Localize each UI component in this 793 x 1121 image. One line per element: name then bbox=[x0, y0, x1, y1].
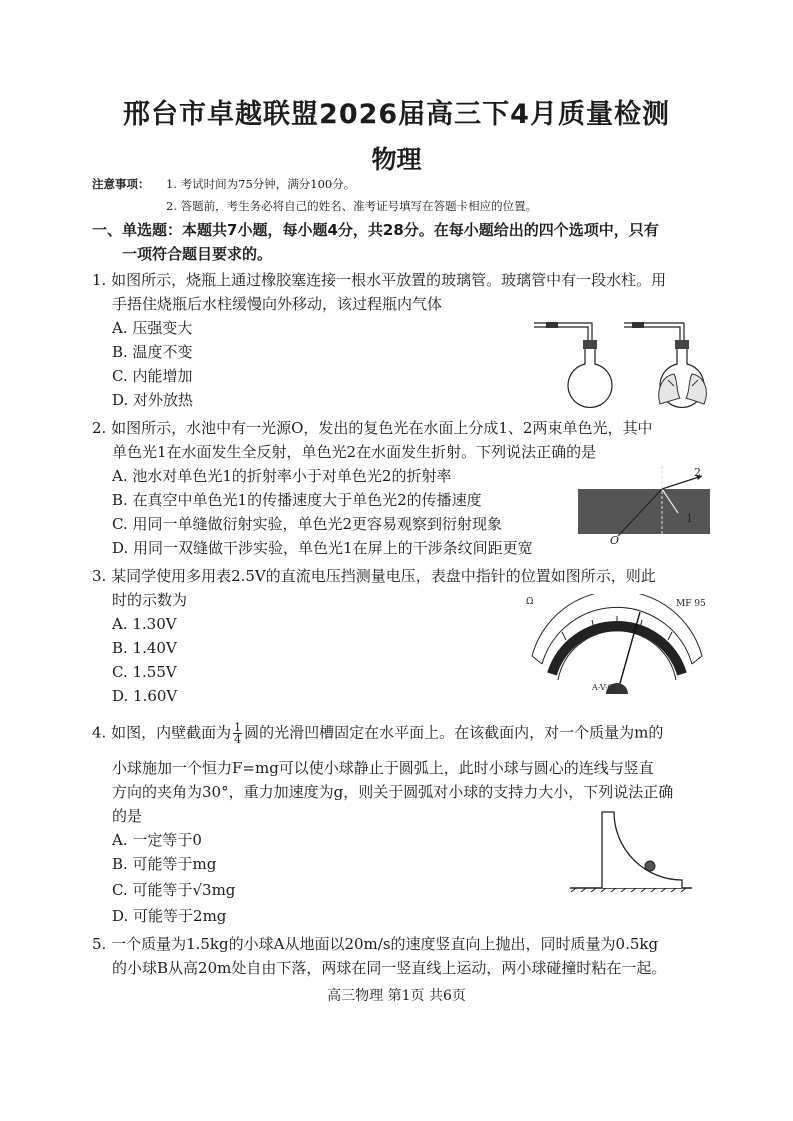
page-footer: 高三物理 第1页 共6页 bbox=[327, 988, 466, 1004]
q1-flask-figure bbox=[528, 312, 718, 412]
q3-option-b: B. 1.40V bbox=[112, 639, 177, 657]
q2-stem-line2: 单色光1在水面发生全反射，单色光2在水面发生折射。下列说法正确的是 bbox=[112, 443, 597, 461]
q2-stem-line1: 2. 如图所示，水池中有一光源O，发出的复色光在水面上分成1、2两束单色光，其中 bbox=[92, 419, 653, 437]
q2-option-d: D. 用同一双缝做干涉实验，单色光1在屏上的干涉条纹间距更宽 bbox=[112, 539, 533, 557]
q4-option-a: A. 一定等于0 bbox=[112, 831, 202, 849]
q1-option-a: A. 压强变大 bbox=[112, 319, 193, 337]
q4-stem-line1-b: 圆的光滑凹槽固定在水平面上。在该截面内，对一个质量为m的 bbox=[244, 723, 664, 742]
section-heading-line2: 一项符合题目要求的。 bbox=[122, 245, 273, 263]
q2-option-b: B. 在真空中单色光1的传播速度大于单色光2的传播速度 bbox=[112, 491, 482, 509]
q4-groove-figure bbox=[566, 808, 696, 892]
q3-option-a: A. 1.30V bbox=[112, 615, 177, 633]
q3-meter-model: MF 95 bbox=[676, 599, 706, 609]
q4-fraction-denominator: 4 bbox=[234, 733, 242, 746]
q3-stem-line2: 时的示数为 bbox=[112, 591, 188, 609]
subject-title: 物理 bbox=[371, 145, 422, 174]
q4-option-b: B. 可能等于mg bbox=[112, 855, 217, 873]
q1-option-c: C. 内能增加 bbox=[112, 367, 193, 385]
q1-stem-line1: 1. 如图所示，烧瓶上通过橡胶塞连接一根水平放置的玻璃管。玻璃管中有一段水柱。用 bbox=[92, 271, 667, 289]
section-heading-line1: 一、单选题：本题共7小题，每小题4分，共28分。在每小题给出的四个选项中，只有 bbox=[92, 221, 659, 239]
q2-water-figure bbox=[578, 466, 718, 546]
q2-ray-label-2: 2 bbox=[694, 466, 701, 479]
q4-option-c: C. 可能等于√3mg bbox=[112, 881, 236, 899]
q4-fraction-numerator: 1 bbox=[234, 721, 242, 734]
q1-option-b: B. 温度不变 bbox=[112, 343, 193, 361]
q2-source-label: O bbox=[610, 534, 620, 546]
q5-stem-line1: 5. 一个质量为1.5kg的小球A从地面以20m/s的速度竖直向上抛出，同时质量为0.5kg bbox=[92, 935, 659, 953]
q4-stem-line1-a: 4. 如图，内壁截面为 bbox=[92, 723, 232, 742]
q1-option-d: D. 对外放热 bbox=[112, 391, 194, 409]
q1-stem-line2: 手捂住烧瓶后水柱缓慢向外移动，该过程瓶内气体 bbox=[112, 295, 443, 313]
q5-stem-line2: 的小球B从高20m处自由下落，两球在同一竖直线上运动，两小球碰撞时粘在一起。 bbox=[112, 959, 667, 977]
q4-fraction bbox=[233, 722, 242, 745]
q3-multimeter-figure bbox=[522, 594, 712, 704]
notes-label: 注意事项： bbox=[92, 177, 150, 191]
q3-meter-mark-left: Ω bbox=[526, 597, 534, 607]
q3-option-d: D. 1.60V bbox=[112, 687, 178, 705]
q4-stem-line4: 的是 bbox=[112, 807, 143, 825]
q2-option-a: A. 池水对单色光1的折射率小于对单色光2的折射率 bbox=[112, 467, 452, 485]
q4-stem-line2: 小球施加一个恒力F=mg可以使小球静止于圆弧上，此时小球与圆心的连线与竖直 bbox=[112, 759, 654, 777]
q4-stem-line1 bbox=[92, 722, 663, 745]
q2-ray-label-1: 1 bbox=[686, 512, 693, 525]
q3-meter-mark-right: A-V-Ω bbox=[592, 683, 615, 692]
note-item-2: 2. 答题前，考生务必将自己的姓名、准考证号填写在答题卡相应的位置。 bbox=[166, 199, 538, 213]
q4-stem-line3: 方向的夹角为30°，重力加速度为g，则关于圆弧对小球的支持力大小，下列说法正确 bbox=[112, 783, 674, 801]
q4-option-d: D. 可能等于2mg bbox=[112, 907, 227, 925]
q3-option-c: C. 1.55V bbox=[112, 663, 177, 681]
page-title: 邢台市卓越联盟2026届高三下4月质量检测 bbox=[123, 99, 670, 130]
q2-option-c: C. 用同一单缝做衍射实验，单色光2更容易观察到衍射现象 bbox=[112, 515, 503, 533]
note-item-1: 1. 考试时间为75分钟，满分100分。 bbox=[166, 177, 356, 191]
q3-stem-line1: 3. 某同学使用多用表2.5V的直流电压挡测量电压，表盘中指针的位置如图所示，则此 bbox=[92, 567, 656, 585]
